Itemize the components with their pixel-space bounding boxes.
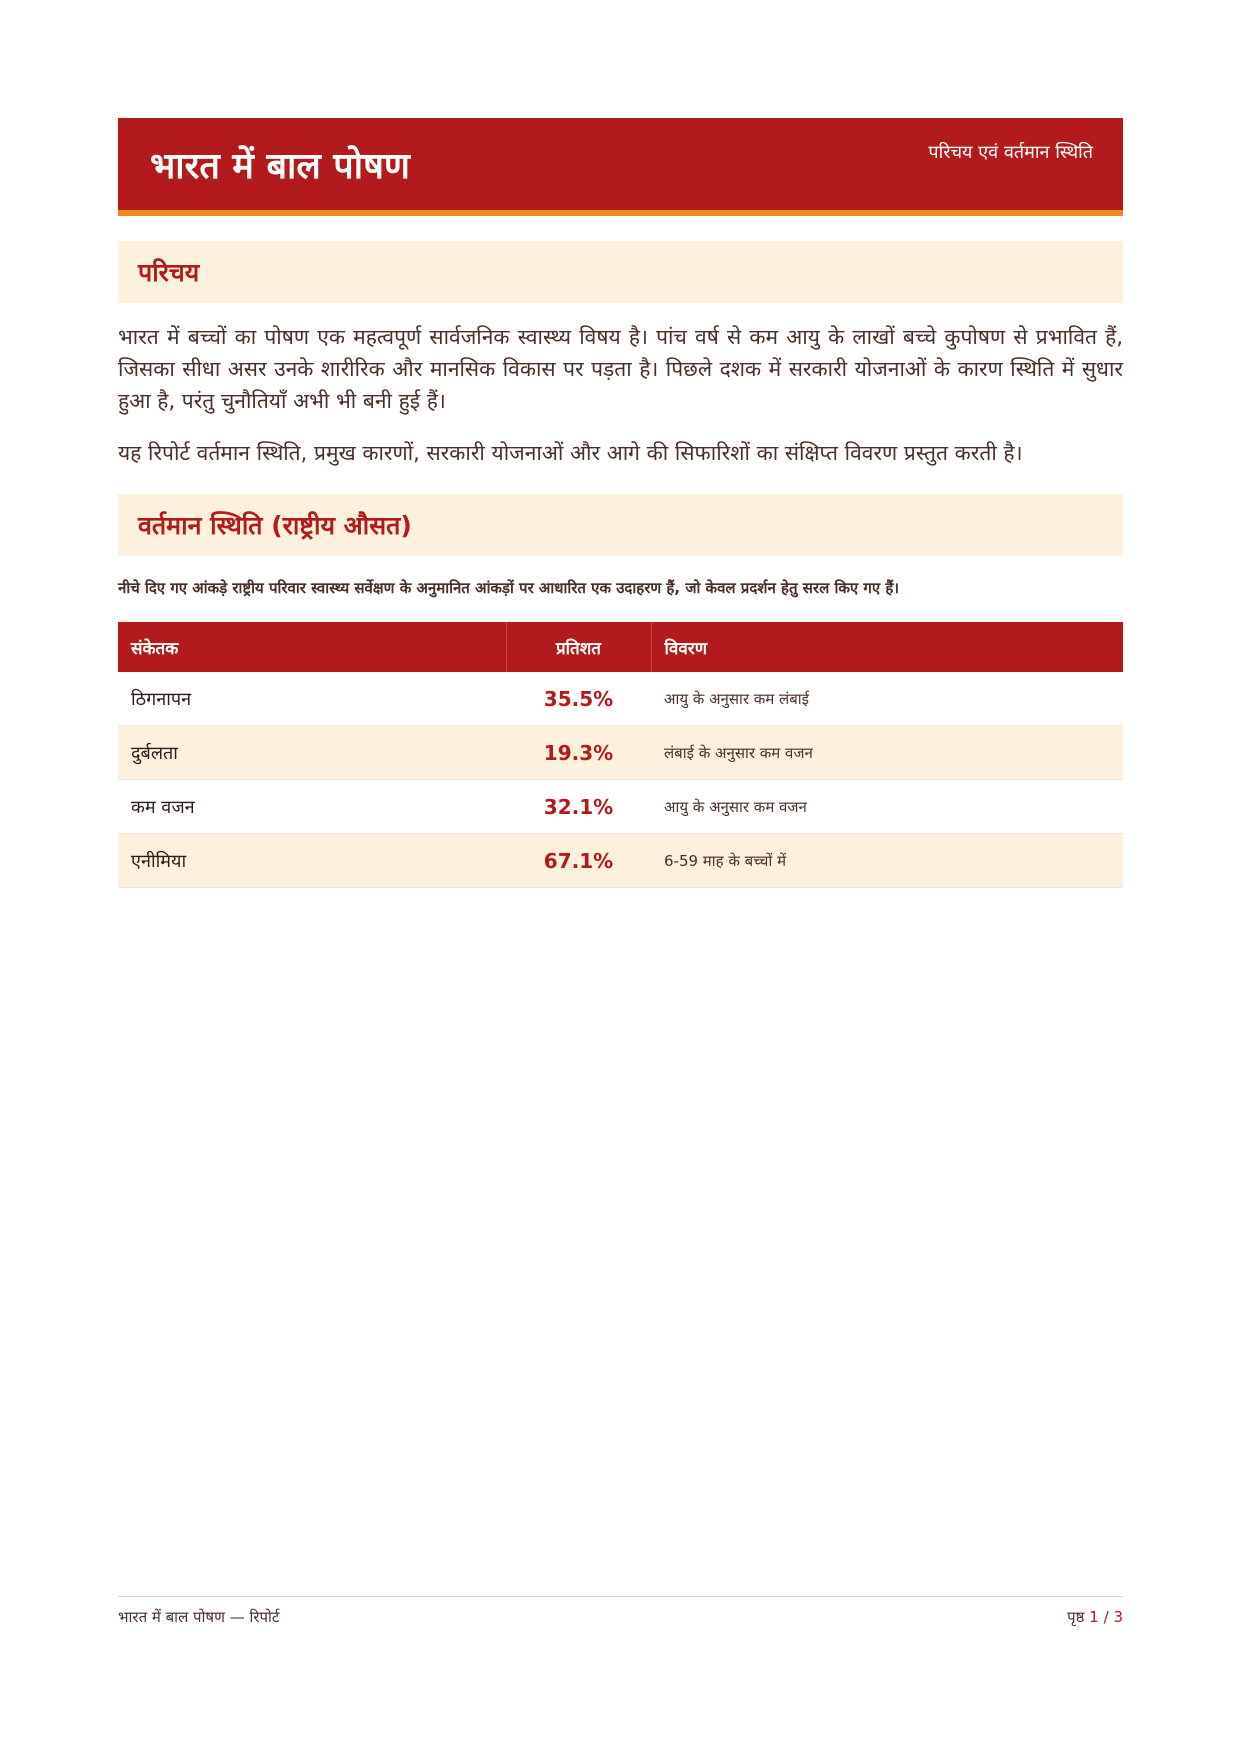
section-heading-status: वर्तमान स्थिति (राष्ट्रीय औसत) — [118, 494, 1123, 556]
report-title: भारत में बाल पोषण — [150, 146, 410, 187]
intro-paragraph: यह रिपोर्ट वर्तमान स्थिति, प्रमुख कारणों, सरकारी योजनाओं और आगे की सिफारिशों का संक्षिप्त विवरण प्रस्तुत करती है। — [118, 441, 1023, 465]
page-total: 3 — [1113, 1608, 1123, 1626]
column-header-indicator: संकेतक — [118, 622, 506, 672]
percent-cell: 32.1% — [506, 780, 651, 834]
footer-title: भारत में बाल पोषण — रिपोर्ट — [118, 1608, 280, 1626]
table-row — [118, 834, 1123, 888]
page-separator: / — [1103, 1608, 1109, 1626]
indicator-cell: ठिगनापन — [118, 672, 506, 726]
page-number — [1067, 1607, 1123, 1627]
indicator-cell: एनीमिया — [118, 834, 506, 888]
column-header-percent: प्रतिशत — [506, 622, 651, 672]
percent-cell: 67.1% — [506, 834, 651, 888]
section-heading-intro: परिचय — [118, 241, 1123, 303]
table-row — [118, 672, 1123, 726]
description-cell: 6-59 माह के बच्चों में — [651, 834, 1123, 888]
indicator-cell: दुर्बलता — [118, 726, 506, 780]
report-header — [118, 118, 1123, 216]
table-row — [118, 780, 1123, 834]
description-cell: आयु के अनुसार कम वजन — [651, 780, 1123, 834]
column-header-description: विवरण — [651, 622, 1123, 672]
table-header-row — [118, 622, 1123, 672]
data-note: नीचे दिए गए आंकड़े राष्ट्रीय परिवार स्वास्थ्य सर्वेक्षण के अनुमानित आंकड़ों पर आधारित एक उदाहरण हैं, जो केवल प्रदर्शन हेतु सरल किए गए हैं। — [118, 579, 899, 597]
page-label: पृष्ठ — [1067, 1608, 1085, 1626]
page-footer — [118, 1596, 1123, 1627]
intro-paragraph: भारत में बच्चों का पोषण एक महत्वपूर्ण सार्वजनिक स्वास्थ्य विषय है। पांच वर्ष से कम आयु के लाखों बच्चे कुपोषण से प्रभावित हैं, जिसका सीधा असर उनके शारीरिक और मानसिक विकास पर पड़ता है। पिछले दशक में सरकारी योजनाओं के कारण स्थिति में सुधार हुआ है, परंतु चुनौतियाँ अभी भी बनी हुई हैं। — [118, 325, 1123, 413]
report-page — [118, 118, 1123, 888]
page-current: 1 — [1089, 1608, 1099, 1626]
description-cell: आयु के अनुसार कम लंबाई — [651, 672, 1123, 726]
percent-cell: 35.5% — [506, 672, 651, 726]
nutrition-table — [118, 622, 1123, 888]
table-row — [118, 726, 1123, 780]
report-subtitle: परिचय एवं वर्तमान स्थिति — [928, 142, 1093, 163]
description-cell: लंबाई के अनुसार कम वजन — [651, 726, 1123, 780]
indicator-cell: कम वजन — [118, 780, 506, 834]
percent-cell: 19.3% — [506, 726, 651, 780]
